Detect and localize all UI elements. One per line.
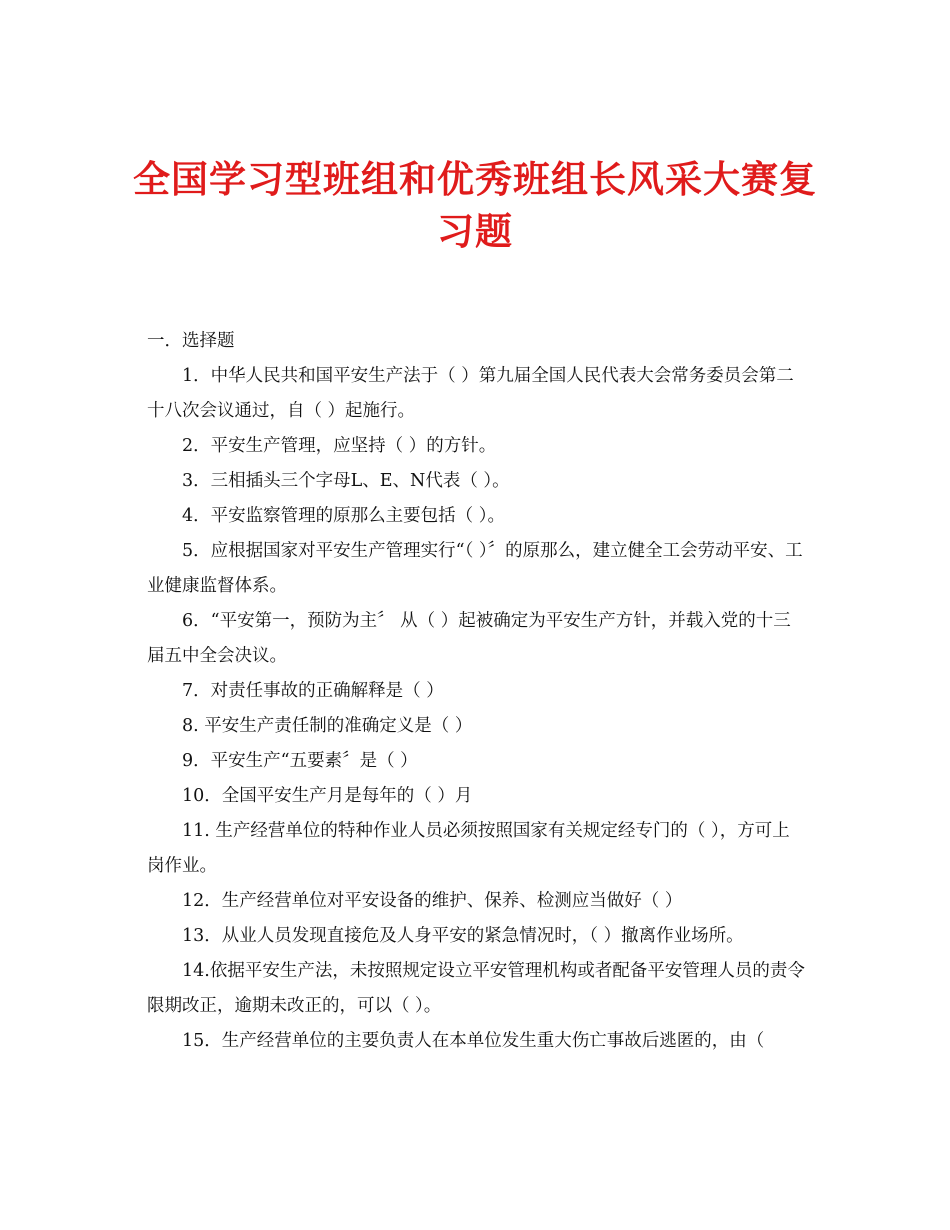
question-item: 14.依据平安生产法，未按照规定设立平安管理机构或者配备平安管理人员的责令限期改正，逾期未改正的，可以（ ）。: [147, 961, 805, 1016]
document-title: 全国学习型班组和优秀班组长风采大赛复习题: [133, 156, 817, 253]
question-item: 5．应根据国家对平安生产管理实行“（ ）〞的原那么，建立健全工会劳动平安、工业健康监督体系。: [147, 541, 803, 596]
question-item: 9．平安生产“五要素〞是（ ）: [182, 751, 418, 771]
question-item: 15．生产经营单位的主要负责人在本单位发生重大伤亡事故后逃匿的，由（: [182, 1031, 765, 1051]
question-item: 7．对责任事故的正确解释是（ ）: [182, 681, 444, 701]
question-item: 8. 平安生产责任制的准确定义是（ ）: [182, 716, 473, 736]
question-item: 4．平安监察管理的原那么主要包括（ ）。: [182, 506, 505, 526]
section-heading: 一．选择题: [147, 331, 235, 351]
question-item: 11. 生产经营单位的特种作业人员必须按照国家有关规定经专门的（ ），方可上岗作业。: [147, 821, 790, 876]
question-item: 6．“平安第一，预防为主〞 从（ ）起被确定为平安生产方针，并载入党的十三届五中全会决议。: [147, 611, 791, 666]
question-item: 12．生产经营单位对平安设备的维护、保养、检测应当做好（ ）: [182, 891, 683, 911]
question-item: 13．从业人员发现直接危及人身平安的紧急情况时，（ ）撤离作业场所。: [182, 926, 744, 946]
question-item: 1．中华人民共和国平安生产法于（ ）第九届全国人民代表大会常务委员会第二十八次会议通过，自（ ）起施行。: [147, 366, 794, 421]
question-item: 3．三相插头三个字母L、E、N代表（ ）。: [182, 471, 510, 491]
question-item: 10．全国平安生产月是每年的（ ）月: [182, 786, 473, 806]
document-body: [147, 324, 807, 1059]
question-item: 2．平安生产管理，应坚持（ ）的方针。: [182, 436, 497, 456]
